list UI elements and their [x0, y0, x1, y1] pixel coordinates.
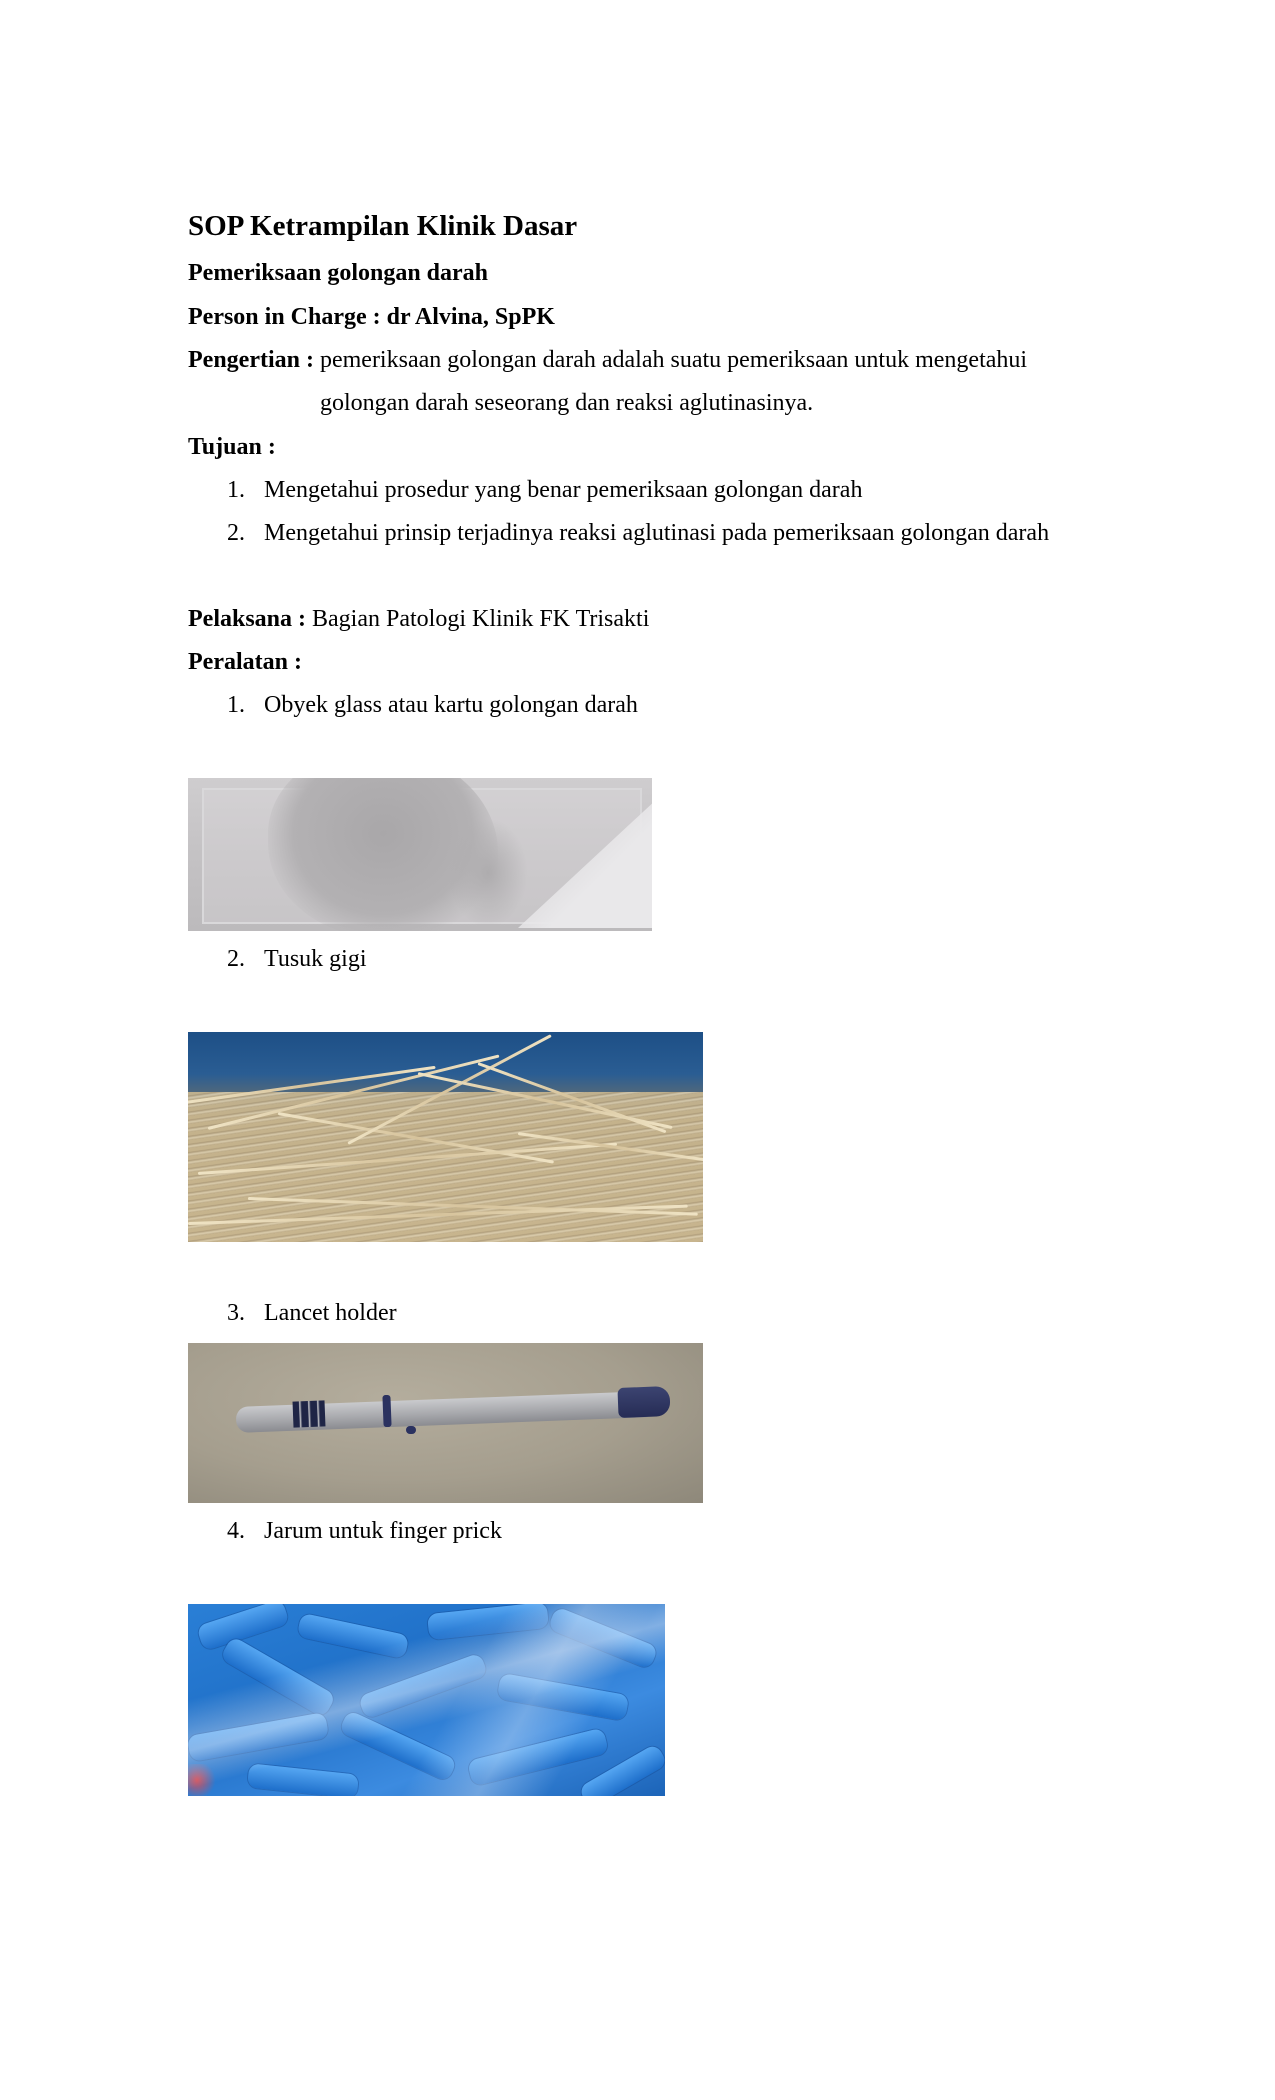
document-title: SOP Ketrampilan Klinik Dasar	[188, 210, 578, 242]
pengertian-line-1	[188, 345, 1027, 375]
peralatan-label: Peralatan :	[188, 649, 302, 675]
peralatan-item-text: Lancet holder	[264, 1300, 397, 1326]
tujuan-item-text: Mengetahui prinsip terjadinya reaksi aglutinasi pada pemeriksaan golongan darah	[264, 520, 1050, 546]
pelaksana-line	[188, 604, 649, 634]
peralatan-item-text: Obyek glass atau kartu golongan darah	[264, 692, 638, 718]
peralatan-item-number: 4.	[227, 1518, 245, 1544]
pengertian-text-2: golongan darah seseorang dan reaksi aglutinasinya.	[320, 390, 814, 416]
lancet-holder-band	[382, 1395, 391, 1427]
tujuan-item-text: Mengetahui prosedur yang benar pemeriksaan golongan darah	[264, 477, 863, 503]
plastic-bag-reflection	[188, 1604, 665, 1796]
tujuan-item-number: 1.	[227, 477, 245, 503]
lancet-holder-dial	[293, 1400, 326, 1427]
pengertian-text-1: pemeriksaan golongan darah adalah suatu pemeriksaan untuk mengetahui	[319, 347, 1028, 373]
document-subtitle: Pemeriksaan golongan darah	[188, 260, 489, 286]
tujuan-label: Tujuan :	[188, 434, 276, 460]
peralatan-item-number: 3.	[227, 1300, 245, 1326]
person-in-charge: Person in Charge : dr Alvina, SpPK	[188, 304, 555, 330]
pelaksana-label: Pelaksana :	[188, 606, 307, 632]
peralatan-item-text: Tusuk gigi	[264, 946, 367, 972]
peralatan-item-text: Jarum untuk finger prick	[264, 1518, 502, 1544]
pelaksana-value: Bagian Patologi Klinik FK Trisakti	[312, 606, 650, 632]
glass-slide-photo	[188, 778, 652, 931]
tujuan-item-number: 2.	[227, 520, 245, 546]
lancet-holder-cap	[617, 1386, 670, 1418]
toothpicks-photo	[188, 1032, 703, 1242]
finger-prick-needles-photo	[188, 1604, 665, 1796]
peralatan-item-number: 2.	[227, 946, 245, 972]
lancet-holder-photo	[188, 1343, 703, 1503]
pengertian-label: Pengertian :	[188, 347, 314, 373]
lancet-holder-button	[406, 1426, 416, 1434]
peralatan-item-number: 1.	[227, 692, 245, 718]
hand-shadow	[448, 818, 528, 928]
